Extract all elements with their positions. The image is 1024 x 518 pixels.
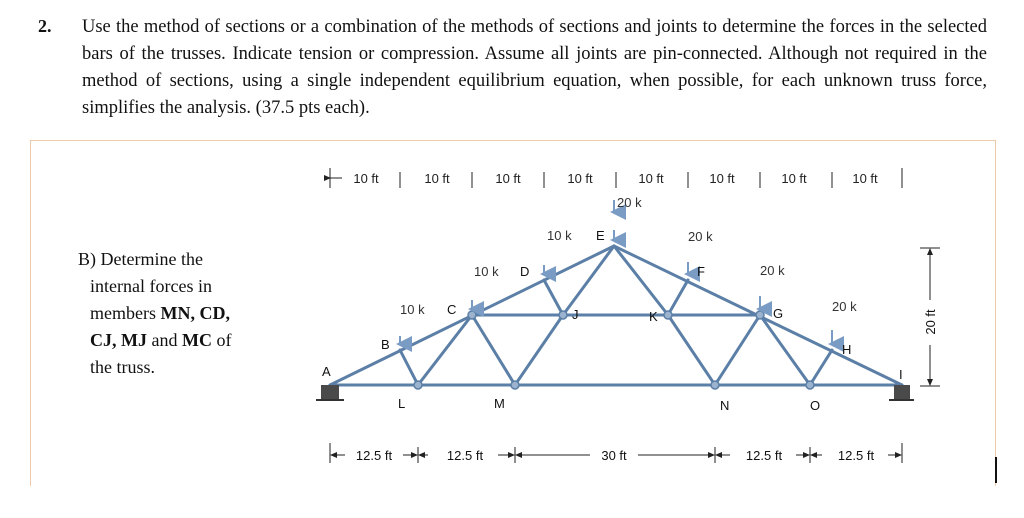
joint-a: A — [322, 364, 331, 379]
support-i — [889, 385, 914, 400]
prompt-members-pre: members — [90, 303, 161, 323]
load-c: 10 k — [400, 302, 425, 317]
joint-c: C — [447, 302, 457, 317]
load-d: 10 k — [474, 264, 499, 279]
joint-d: D — [520, 264, 530, 279]
top-dimension — [330, 168, 902, 188]
top-span-3: 10 ft — [495, 171, 521, 186]
prompt-members-bold-3: MC — [182, 330, 212, 350]
joint-o: O — [810, 398, 821, 413]
top-span-8: 10 ft — [852, 171, 878, 186]
load-h: 20 k — [832, 299, 857, 314]
top-span-4: 10 ft — [567, 171, 593, 186]
joint-f: F — [697, 264, 705, 279]
prompt-line-5: the truss. — [90, 357, 155, 377]
prompt-members-bold-1: MN, CD, — [160, 303, 230, 323]
prompt-line-1: B) Determine the — [78, 249, 203, 269]
support-a — [316, 385, 344, 400]
load-e-top: 20 k — [617, 195, 642, 210]
bottom-span-5: 12.5 ft — [837, 448, 875, 463]
joint-i: I — [899, 367, 903, 382]
bottom-span-4: 12.5 ft — [745, 448, 783, 463]
top-span-2: 10 ft — [424, 171, 450, 186]
prompt-of: of — [212, 330, 232, 350]
joint-j: J — [572, 307, 579, 322]
bottom-span-1: 12.5 ft — [355, 448, 393, 463]
prompt-and: and — [147, 330, 182, 350]
load-f: 20 k — [688, 229, 713, 244]
joint-g: G — [773, 306, 784, 321]
joint-m: M — [494, 396, 505, 411]
height-label: 20 ft — [923, 309, 938, 335]
bottom-span-3: 30 ft — [601, 448, 627, 463]
joint-k: K — [649, 309, 658, 324]
bottom-span-2: 12.5 ft — [446, 448, 484, 463]
joint-l: L — [398, 396, 406, 411]
joint-h: H — [842, 342, 852, 357]
top-span-1: 10 ft — [353, 171, 379, 186]
question-text: Use the method of sections or a combination of the methods of sections and joints to determine the forces in the selected bars of the trusses. Indicate tension or compression. Assume all joints are pin-connected. Although not required in the method of sections, using a single independent equilibrium equation, when possible, for each unknown truss force, simplifies the analysis. (37.5 pts each). — [82, 17, 987, 118]
joint-e: E — [596, 228, 605, 243]
joint-n: N — [720, 398, 730, 413]
joint-b: B — [381, 337, 390, 352]
top-span-6: 10 ft — [709, 171, 735, 186]
question-number: 2. — [38, 16, 52, 36]
load-g: 20 k — [760, 263, 785, 278]
load-e-left: 10 k — [547, 228, 572, 243]
top-span-7: 10 ft — [781, 171, 807, 186]
text-cursor — [995, 457, 997, 483]
top-span-5: 10 ft — [638, 171, 664, 186]
prompt-members-bold-2: CJ, MJ — [90, 330, 147, 350]
prompt-line-2: internal forces in — [90, 276, 212, 296]
